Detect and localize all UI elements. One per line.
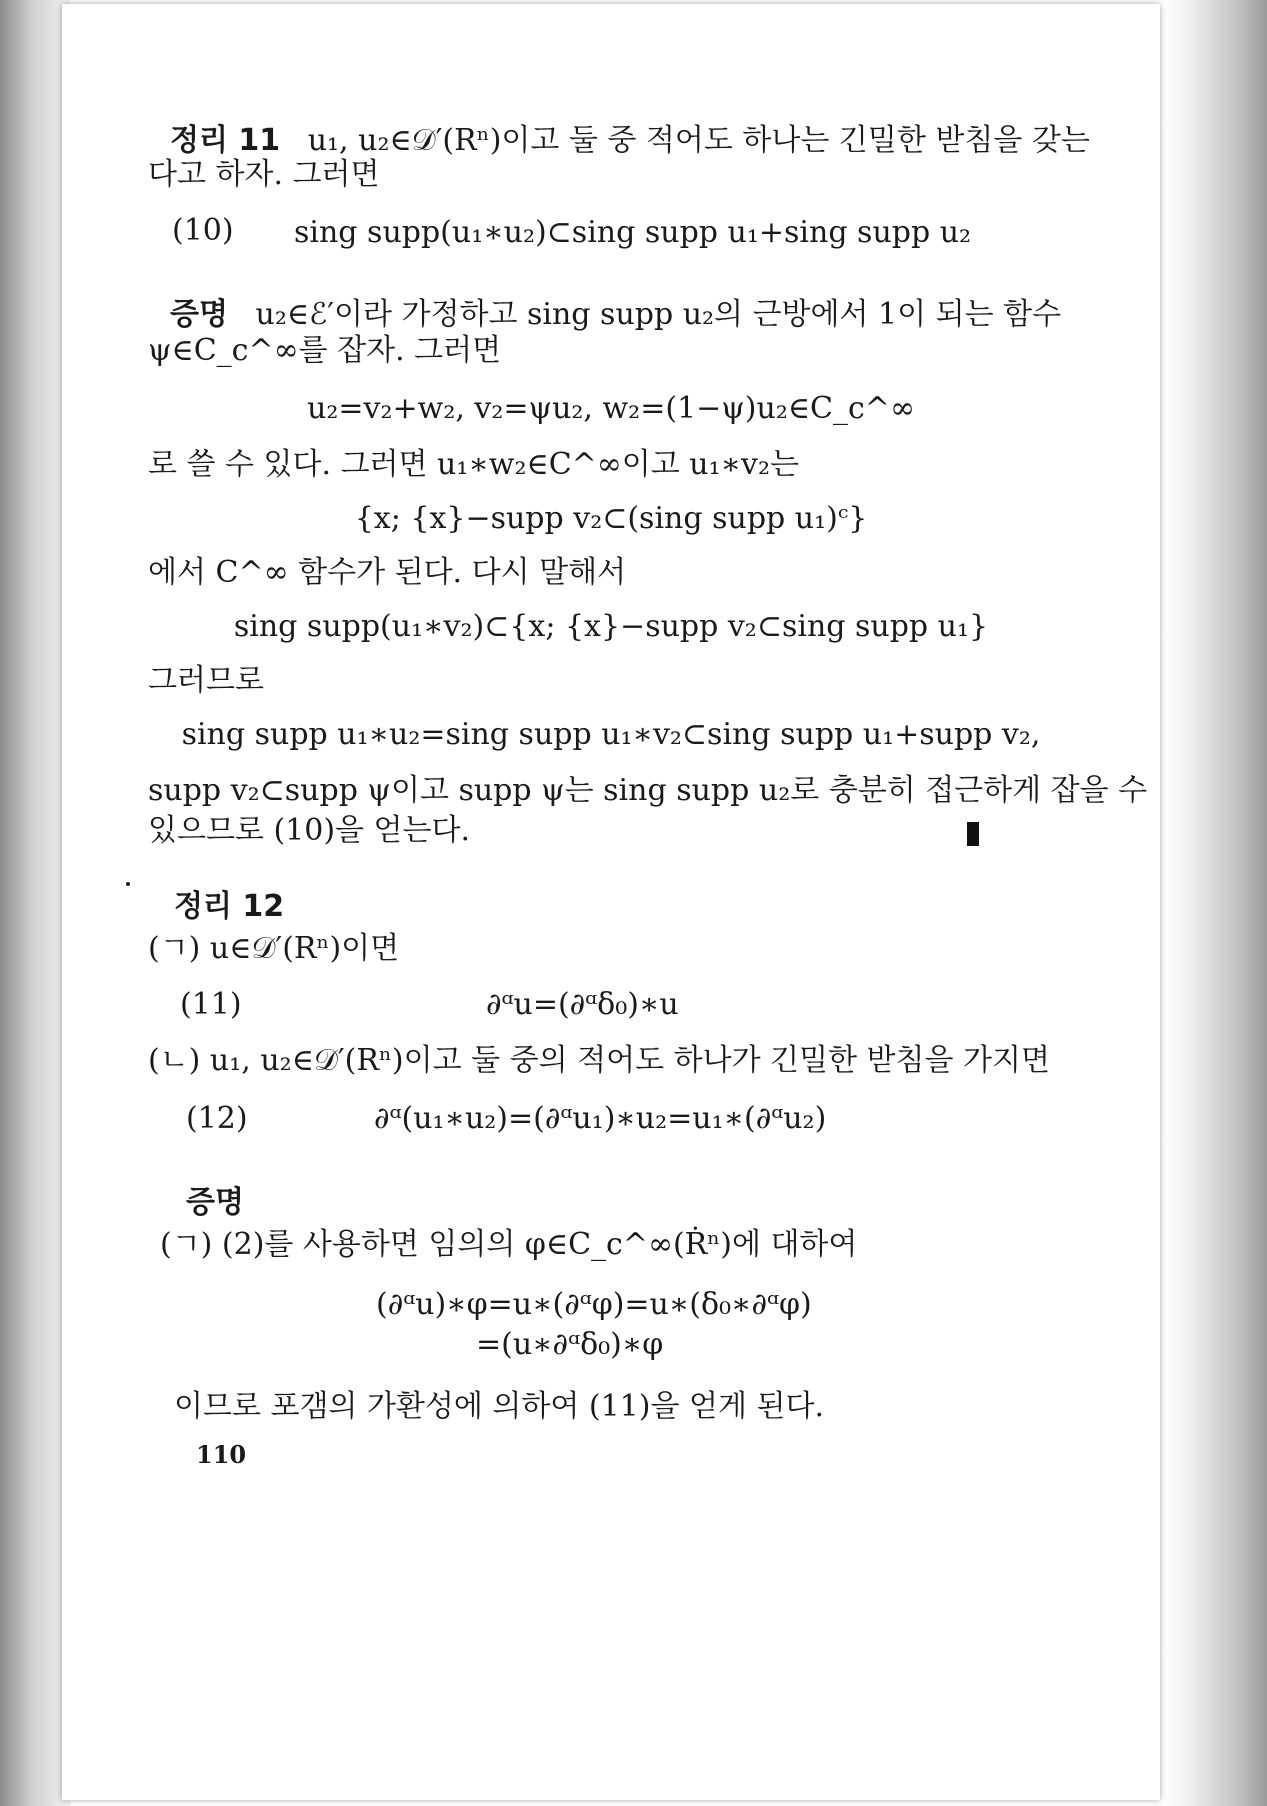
- speck: [126, 882, 130, 886]
- book-spine-left: [0, 0, 70, 1806]
- equation-11-number: (11): [180, 987, 242, 1022]
- theorem-11-line-1: [170, 122, 1090, 160]
- proof-12-heading: 증명: [186, 1185, 244, 1220]
- theorem-12-part-b: (ㄴ) u₁, u₂∈𝒟′(Rⁿ)이고 둘 중의 적어도 하나가 긴밀한 받침을 가지면: [148, 1043, 1050, 1078]
- theorem-11-heading: 정리 11: [170, 123, 281, 158]
- proof-11-text-4: 에서 C^∞ 함수가 된다. 다시 말해서: [148, 555, 627, 590]
- proof-11-equation-2: {x; {x}−supp v₂⊂(sing supp u₁)ᶜ}: [354, 501, 868, 536]
- proof-11-text-5: 그러므로: [148, 663, 264, 698]
- proof-11-heading: 증명: [170, 297, 228, 332]
- proof-11-text-3: 로 쓸 수 있다. 그러면 u₁∗w₂∈C^∞이고 u₁∗v₂는: [148, 447, 799, 482]
- theorem-11-line-2: 다고 하자. 그러면: [148, 157, 380, 192]
- theorem-11-statement: u₁, u₂∈𝒟′(Rⁿ)이고 둘 중 적어도 하나는 긴밀한 받침을 갖는: [307, 123, 1090, 158]
- proof-11-equation-4: sing supp u₁∗u₂=sing supp u₁∗v₂⊂sing supp u₁+supp v₂,: [181, 717, 1041, 752]
- proof-11-text-2: ψ∈C_c^∞를 잡자. 그러면: [148, 333, 502, 368]
- proof-11-text-7: 있으므로 (10)을 얻는다.: [148, 813, 471, 848]
- proof-11-equation-1: u₂=v₂+w₂, v₂=ψu₂, w₂=(1−ψ)u₂∈C_c^∞: [307, 391, 915, 426]
- book-edge-right: [1162, 0, 1267, 1806]
- theorem-12-heading: 정리 12: [174, 889, 285, 924]
- equation-10-number: (10): [172, 213, 234, 248]
- qed-mark: [967, 822, 979, 846]
- equation-11: ∂ᵅu=(∂ᵅδ₀)∗u: [486, 987, 679, 1022]
- equation-12: ∂ᵅ(u₁∗u₂)=(∂ᵅu₁)∗u₂=u₁∗(∂ᵅu₂): [374, 1101, 827, 1136]
- proof-12-equation-2: =(u∗∂ᵅδ₀)∗φ: [476, 1327, 664, 1362]
- proof-12-text-2: 이므로 포갬의 가환성에 의하여 (11)을 얻게 된다.: [174, 1389, 824, 1424]
- proof-11-text-1: u₂∈ℰ′이라 가정하고 sing supp u₂의 근방에서 1이 되는 함수: [255, 297, 1062, 332]
- proof-12-equation-1: (∂ᵅu)∗φ=u∗(∂ᵅφ)=u∗(δ₀∗∂ᵅφ): [376, 1287, 812, 1322]
- proof-11-text-6: supp v₂⊂supp ψ이고 supp ψ는 sing supp u₂로 충분히 접근하게 잡을 수: [148, 773, 1148, 808]
- equation-10: sing supp(u₁∗u₂)⊂sing supp u₁+sing supp u₂: [294, 215, 972, 250]
- proof-11-equation-3: sing supp(u₁∗v₂)⊂{x; {x}−supp v₂⊂sing supp u₁}: [233, 609, 989, 644]
- book-page: [62, 4, 1160, 1800]
- theorem-12-part-a: (ㄱ) u∈𝒟′(Rⁿ)이면: [148, 931, 400, 966]
- proof-11-line-1: [170, 296, 1061, 334]
- equation-12-number: (12): [186, 1101, 248, 1136]
- page-number: 110: [196, 1440, 247, 1469]
- proof-12-text-1: (ㄱ) (2)를 사용하면 임의의 φ∈C_c^∞(Ṙⁿ)에 대하여: [160, 1227, 858, 1262]
